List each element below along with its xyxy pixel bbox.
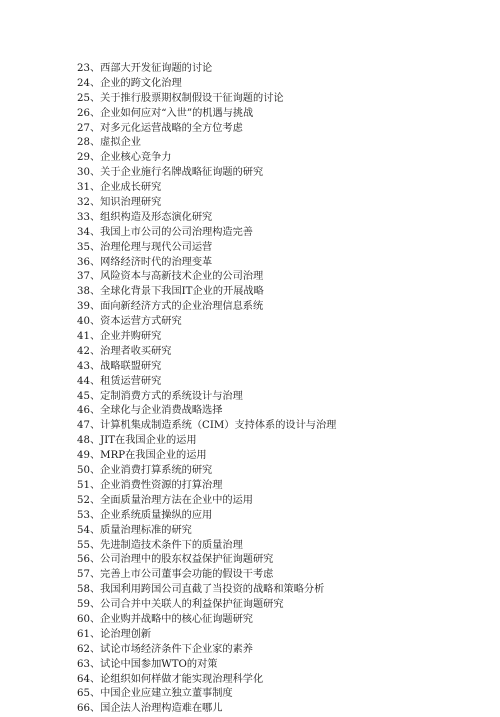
list-item: 64、论组织如何样做才能实现治理科学化 <box>77 673 264 685</box>
list-item: 44、租赁运营研究 <box>77 375 162 387</box>
list-item: 27、对多元化运营战略的全方位考虑 <box>77 122 243 134</box>
list-item: 50、企业消费打算系统的研究 <box>77 465 213 477</box>
list-item: 41、企业并购研究 <box>77 331 162 343</box>
list-item: 59、公司合并中关联人的利益保护征询题研究 <box>77 599 284 611</box>
list-item: 30、关于企业施行名牌战略征询题的研究 <box>77 167 264 179</box>
list-item: 48、JIT在我国企业的运用 <box>77 435 197 447</box>
list-item: 35、治理伦理与现代公司运营 <box>77 241 213 253</box>
list-item: 60、企业购并战略中的核心征询题研究 <box>77 613 253 625</box>
list-item: 42、治理者收买研究 <box>77 345 172 357</box>
list-item: 31、企业成长研究 <box>77 182 162 194</box>
list-item: 43、战略联盟研究 <box>77 360 162 372</box>
list-item: 25、关于推行股票期权制假设干征询题的讨论 <box>77 92 284 104</box>
list-item: 28、虚拟企业 <box>77 137 141 149</box>
topic-list <box>77 62 336 717</box>
list-item: 29、企业核心竞争力 <box>77 152 172 164</box>
list-item: 33、组织构造及形态演化研究 <box>77 211 213 223</box>
list-item: 49、MRP在我国企业的运用 <box>77 450 207 462</box>
list-item: 47、计算机集成制造系统（CIM）支持体系的设计与治理 <box>77 420 337 432</box>
list-item: 53、企业系统质量操纵的应用 <box>77 509 213 521</box>
list-item: 63、试论中国参加WTO的对策 <box>77 658 218 670</box>
list-item: 61、论治理创新 <box>77 628 152 640</box>
list-item: 36、网络经济时代的治理变革 <box>77 256 213 268</box>
list-item: 24、企业的跨文化治理 <box>77 77 182 89</box>
list-item: 56、公司治理中的股东权益保护征询题研究 <box>77 554 274 566</box>
list-item: 45、定制消费方式的系统设计与治理 <box>77 390 243 402</box>
list-item: 51、企业消费性资源的打算治理 <box>77 479 223 491</box>
list-item: 40、资本运营方式研究 <box>77 316 182 328</box>
list-item: 55、先进制造技术条件下的质量治理 <box>77 539 243 551</box>
list-item: 57、完善上市公司董事会功能的假设干考虑 <box>77 569 274 581</box>
list-item: 52、全面质量治理方法在企业中的运用 <box>77 494 253 506</box>
list-item: 34、我国上市公司的公司治理构造完善 <box>77 226 253 238</box>
list-item: 32、知识治理研究 <box>77 197 162 209</box>
list-item: 23、西部大开发征询题的讨论 <box>77 63 213 74</box>
list-item: 37、风险资本与高新技术企业的公司治理 <box>77 271 264 283</box>
list-item: 66、国企法人治理构造难在哪儿 <box>77 703 223 715</box>
list-item: 39、面向新经济方式的企业治理信息系统 <box>77 301 264 313</box>
list-item: 62、试论市场经济条件下企业家的素养 <box>77 643 253 655</box>
list-item: 58、我国利用跨国公司直截了当投资的战略和策略分析 <box>77 584 325 596</box>
list-item: 54、质量治理标准的研究 <box>77 524 192 536</box>
list-item: 26、企业如何应对“入世”的机遇与挑战 <box>77 107 254 119</box>
list-item: 65、中国企业应建立独立董事制度 <box>77 688 233 700</box>
list-item: 38、全球化背景下我国IT企业的开展战略 <box>77 286 264 298</box>
list-item: 46、全球化与企业消费战略选择 <box>77 405 223 417</box>
